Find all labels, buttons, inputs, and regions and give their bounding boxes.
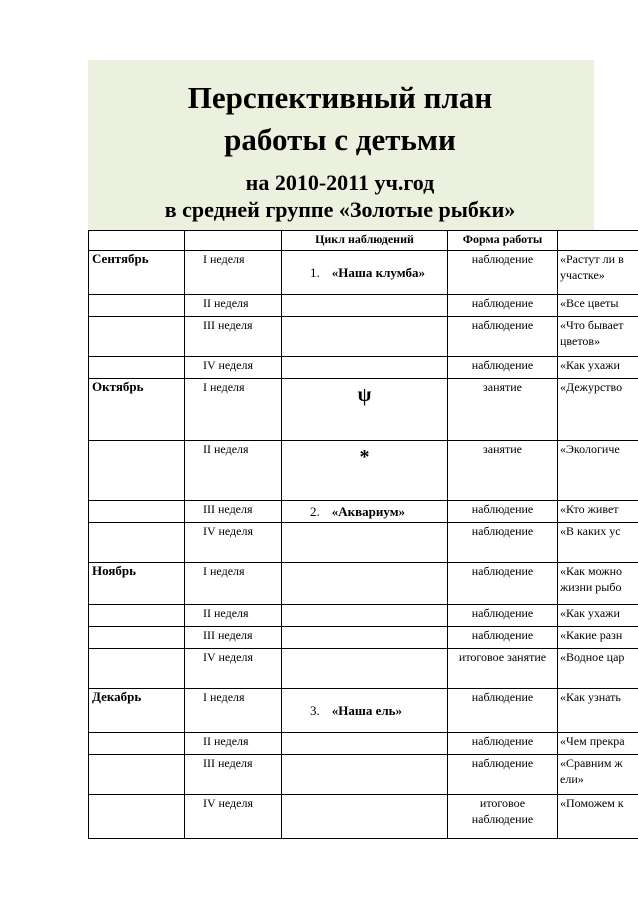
month-cell bbox=[89, 649, 185, 689]
form-cell: наблюдение bbox=[448, 563, 558, 605]
week-cell: I неделя bbox=[185, 251, 282, 295]
theme-cell: «Дежурство bbox=[558, 379, 638, 441]
form-cell: наблюдение bbox=[448, 357, 558, 379]
form-cell: итоговое наблюдение bbox=[448, 795, 558, 839]
month-cell: Декабрь bbox=[89, 689, 185, 733]
week-cell: I неделя bbox=[185, 563, 282, 605]
cycle-cell bbox=[282, 295, 448, 317]
cycle-cell bbox=[282, 627, 448, 649]
cycle-cell bbox=[282, 563, 448, 605]
theme-cell: «Кто живет bbox=[558, 501, 638, 523]
form-cell: наблюдение bbox=[448, 627, 558, 649]
month-cell bbox=[89, 317, 185, 357]
month-cell bbox=[89, 295, 185, 317]
cycle-cell bbox=[282, 605, 448, 627]
theme-cell: «Растут ли в участке» bbox=[558, 251, 638, 295]
theme-cell: «Как узнать bbox=[558, 689, 638, 733]
week-cell: II неделя bbox=[185, 605, 282, 627]
psi-symbol-icon: ψ bbox=[357, 384, 372, 406]
form-cell: наблюдение bbox=[448, 317, 558, 357]
cycle-cell bbox=[282, 689, 448, 733]
theme-cell: «В каких ус bbox=[558, 523, 638, 563]
header-cycle: Цикл наблюдений bbox=[282, 231, 448, 251]
cycle-cell bbox=[282, 523, 448, 563]
theme-cell: «Экологиче bbox=[558, 441, 638, 501]
month-cell bbox=[89, 441, 185, 501]
form-cell: наблюдение bbox=[448, 689, 558, 733]
title-line-4: в средней группе «Золотые рыбки» bbox=[164, 197, 516, 222]
cycle-number: 1. bbox=[310, 264, 320, 280]
form-cell: итоговое занятие bbox=[448, 649, 558, 689]
table-row bbox=[89, 733, 638, 755]
month-cell bbox=[89, 627, 185, 649]
table-header-row bbox=[89, 231, 638, 251]
cycle-cell bbox=[282, 755, 448, 795]
theme-cell: «Все цветы bbox=[558, 295, 638, 317]
table-row bbox=[89, 689, 638, 733]
table-row bbox=[89, 795, 638, 839]
week-cell: III неделя bbox=[185, 755, 282, 795]
table-row bbox=[89, 523, 638, 563]
table-row bbox=[89, 317, 638, 357]
form-cell: наблюдение bbox=[448, 251, 558, 295]
week-cell: II неделя bbox=[185, 733, 282, 755]
cycle-cell bbox=[282, 649, 448, 689]
table-row bbox=[89, 649, 638, 689]
cycle-cell bbox=[282, 441, 448, 501]
cycle-cell bbox=[282, 251, 448, 295]
form-cell: наблюдение bbox=[448, 523, 558, 563]
month-cell bbox=[89, 357, 185, 379]
table-row bbox=[89, 501, 638, 523]
cycle-number: 3. bbox=[310, 702, 320, 718]
week-cell: II неделя bbox=[185, 441, 282, 501]
month-cell: Октябрь bbox=[89, 379, 185, 441]
theme-cell: «Какие разн bbox=[558, 627, 638, 649]
asterisk-icon: * bbox=[359, 446, 370, 468]
week-cell: II неделя bbox=[185, 295, 282, 317]
month-cell: Сентябрь bbox=[89, 251, 185, 295]
cycle-title: «Наша клумба» bbox=[331, 264, 426, 280]
month-cell bbox=[89, 501, 185, 523]
table-row bbox=[89, 441, 638, 501]
form-cell: наблюдение bbox=[448, 755, 558, 795]
form-cell: наблюдение bbox=[448, 733, 558, 755]
month-cell: Ноябрь bbox=[89, 563, 185, 605]
cycle-cell bbox=[282, 795, 448, 839]
week-cell: I неделя bbox=[185, 379, 282, 441]
week-cell: I неделя bbox=[185, 689, 282, 733]
header-cell bbox=[185, 231, 282, 251]
theme-cell: «Как ухажи bbox=[558, 357, 638, 379]
cycle-number: 2. bbox=[310, 503, 320, 519]
table-row bbox=[89, 295, 638, 317]
cycle-title: «Наша ель» bbox=[331, 702, 403, 718]
plan-table bbox=[88, 230, 638, 839]
header-cell bbox=[89, 231, 185, 251]
week-cell: III неделя bbox=[185, 501, 282, 523]
title-line-3: на 2010-2011 уч.год bbox=[245, 170, 435, 195]
cycle-cell bbox=[282, 379, 448, 441]
table-row bbox=[89, 627, 638, 649]
month-cell bbox=[89, 755, 185, 795]
week-cell: IV неделя bbox=[185, 357, 282, 379]
theme-cell: «Что бывает цветов» bbox=[558, 317, 638, 357]
table-row bbox=[89, 605, 638, 627]
cycle-cell bbox=[282, 357, 448, 379]
form-cell: занятие bbox=[448, 441, 558, 501]
title-line-2: работы с детьми bbox=[224, 122, 456, 157]
form-cell: наблюдение bbox=[448, 605, 558, 627]
week-cell: IV неделя bbox=[185, 649, 282, 689]
table-row bbox=[89, 251, 638, 295]
theme-cell: «Чем прекра bbox=[558, 733, 638, 755]
month-cell bbox=[89, 733, 185, 755]
table-row bbox=[89, 563, 638, 605]
month-cell bbox=[89, 523, 185, 563]
month-cell bbox=[89, 795, 185, 839]
cycle-cell bbox=[282, 733, 448, 755]
theme-cell: «Как можно жизни рыбо bbox=[558, 563, 638, 605]
theme-cell: «Как ухажи bbox=[558, 605, 638, 627]
header-cell bbox=[558, 231, 638, 251]
form-cell: наблюдение bbox=[448, 501, 558, 523]
form-cell: наблюдение bbox=[448, 295, 558, 317]
week-cell: III неделя bbox=[185, 317, 282, 357]
week-cell: III неделя bbox=[185, 627, 282, 649]
theme-cell: «Поможем к bbox=[558, 795, 638, 839]
week-cell: IV неделя bbox=[185, 523, 282, 563]
header-form: Форма работы bbox=[448, 231, 558, 251]
table-row bbox=[89, 755, 638, 795]
month-cell bbox=[89, 605, 185, 627]
cycle-cell bbox=[282, 501, 448, 523]
week-cell: IV неделя bbox=[185, 795, 282, 839]
title-line-1: Перспективный план bbox=[187, 80, 493, 115]
theme-cell: «Водное цар bbox=[558, 649, 638, 689]
table-row bbox=[89, 357, 638, 379]
cycle-cell bbox=[282, 317, 448, 357]
theme-cell: «Сравним ж ели» bbox=[558, 755, 638, 795]
table-row bbox=[89, 379, 638, 441]
form-cell: занятие bbox=[448, 379, 558, 441]
cycle-title: «Аквариум» bbox=[331, 503, 406, 519]
